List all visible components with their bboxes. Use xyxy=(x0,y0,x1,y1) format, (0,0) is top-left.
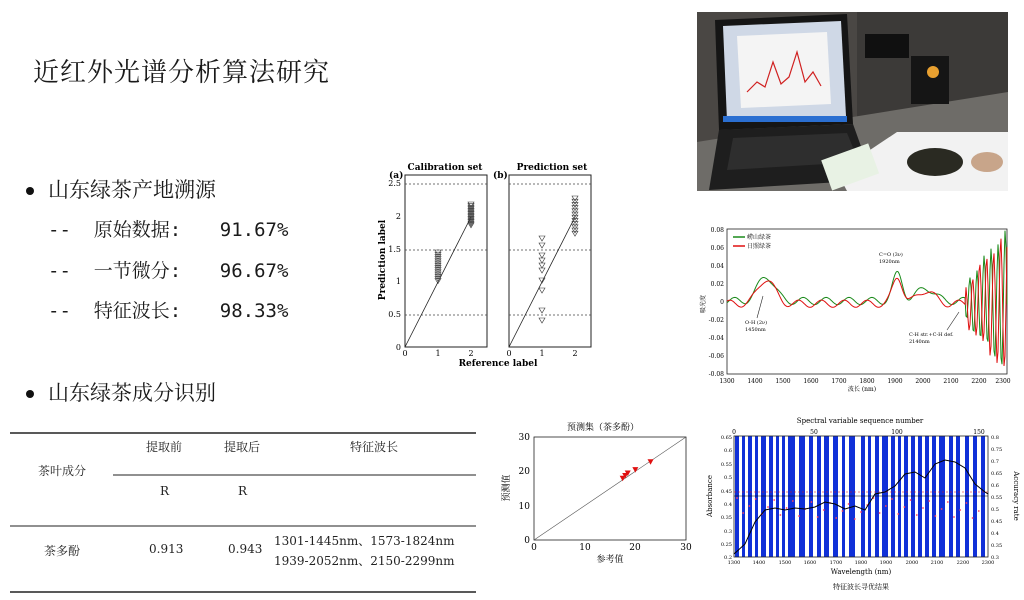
selected-band xyxy=(898,436,901,557)
triangle-marker xyxy=(539,318,545,323)
triangle-marker xyxy=(539,308,545,313)
xtick: 1500 xyxy=(775,378,791,385)
accuracy-point xyxy=(755,498,757,500)
prediction-point xyxy=(648,459,654,465)
pred-xlabel: 参考值 xyxy=(596,555,624,565)
selected-band xyxy=(868,436,871,557)
xtick: 2200 xyxy=(956,560,970,566)
prediction-figure xyxy=(497,416,697,566)
accuracy-point xyxy=(928,500,930,502)
col-wavelength: 特征波长 xyxy=(350,440,399,454)
xtick: 0 xyxy=(506,349,512,358)
accuracy-point xyxy=(842,510,844,512)
ytick: 0.06 xyxy=(710,245,724,252)
accuracy-point xyxy=(972,517,974,519)
ytick: 0.3 xyxy=(991,555,999,561)
item-prefix: -- xyxy=(48,300,71,322)
sel-top-ticks xyxy=(732,429,985,436)
spec-yticks xyxy=(709,227,725,378)
selected-band xyxy=(824,436,829,557)
ytick: 0.25 xyxy=(720,542,732,548)
ytick: 0 xyxy=(395,343,401,352)
section2-heading-text: 山东绿茶成分识别 xyxy=(48,381,216,405)
accuracy-point xyxy=(835,517,837,519)
item-label: 特征波长: xyxy=(93,300,182,322)
xtick: 2100 xyxy=(930,560,944,566)
ytick: 2.5 xyxy=(388,179,401,188)
row-before: 0.913 xyxy=(149,542,184,556)
ytick: 0.55 xyxy=(720,462,732,468)
selected-band xyxy=(911,436,915,557)
annotation-ch-wl: 2140nm xyxy=(909,339,930,345)
item-prefix: -- xyxy=(48,260,71,282)
item-label: 原始数据: xyxy=(93,219,182,241)
row-wavelength-2: 1939-2052nm、2150-2299nm xyxy=(274,554,455,568)
item-value: 91.67% xyxy=(219,219,289,241)
selected-band xyxy=(755,436,758,557)
accuracy-point xyxy=(854,518,856,520)
spectrum-plot xyxy=(697,224,1017,392)
ytick: 30 xyxy=(518,433,530,443)
ytick: 0.5 xyxy=(388,310,401,319)
item-prefix: -- xyxy=(48,219,71,241)
ytick: 0.2 xyxy=(724,555,732,561)
accuracy-point xyxy=(879,512,881,514)
slide-title: 近红外光谱分析算法研究 xyxy=(33,58,331,88)
accuracy-point xyxy=(848,503,850,505)
ytick: 0.65 xyxy=(991,471,1003,477)
accuracy-point xyxy=(860,511,862,513)
xtick: 1300 xyxy=(719,378,735,385)
section1-heading xyxy=(26,174,216,204)
selected-band xyxy=(769,436,773,557)
accuracy-point xyxy=(959,509,961,511)
accuracy-point xyxy=(953,516,955,518)
col-component: 茶叶成分 xyxy=(38,464,87,478)
xtick: 2100 xyxy=(943,378,959,385)
selected-band xyxy=(799,436,805,557)
col-after: 提取后 xyxy=(224,440,261,454)
ytick: 0.45 xyxy=(991,519,1003,525)
accuracy-point xyxy=(749,505,751,507)
triangle-marker xyxy=(539,243,545,248)
triangle-marker xyxy=(539,236,545,241)
bullet-icon xyxy=(26,187,34,195)
xtick: 2300 xyxy=(981,560,995,566)
selected-band xyxy=(861,436,865,557)
xtick: 2 xyxy=(468,349,474,358)
panel-a-tag: (a) xyxy=(389,171,404,181)
xtick: 1900 xyxy=(879,560,893,566)
instrument-photo xyxy=(697,12,1008,191)
xtick: 1400 xyxy=(747,378,763,385)
xtick: 0 xyxy=(531,543,537,553)
item-label: 一节微分: xyxy=(93,260,182,282)
xtick: 2000 xyxy=(915,378,931,385)
accuracy-point xyxy=(916,514,918,516)
xtick: 1800 xyxy=(854,560,868,566)
triangle-marker xyxy=(572,231,578,236)
bullet-icon xyxy=(26,390,34,398)
ttick: 100 xyxy=(891,429,903,436)
sub-after: R xyxy=(238,484,248,498)
selected-band xyxy=(904,436,908,557)
triangle-marker xyxy=(539,258,545,263)
xtick: 1700 xyxy=(829,560,843,566)
selected-band xyxy=(761,436,766,557)
accuracy-point xyxy=(786,507,788,509)
ytick: 0.55 xyxy=(991,495,1003,501)
sel-top-label: Spectral variable sequence number xyxy=(796,417,924,425)
calibration-markers xyxy=(435,196,578,323)
accuracy-point xyxy=(897,513,899,515)
result-item-raw xyxy=(48,215,288,242)
selected-band xyxy=(965,436,969,557)
accuracy-point xyxy=(780,514,782,516)
ytick: -0.08 xyxy=(708,371,724,378)
triangle-marker xyxy=(539,288,545,293)
sel-ylabel-left: Absorbance xyxy=(706,475,714,517)
selected-band xyxy=(833,436,838,557)
xtick: 1300 xyxy=(727,560,741,566)
spectrum-figure xyxy=(697,224,1017,392)
selected-band xyxy=(949,436,953,557)
sel-xlabel: Wavelength (nm) xyxy=(830,568,892,576)
selected-band xyxy=(956,436,960,557)
table-rules xyxy=(10,432,476,594)
legend-laoshan: 崂山绿茶 xyxy=(747,234,772,241)
ytick: -0.02 xyxy=(708,317,724,324)
annotation-oh: O-H (2ν) xyxy=(745,320,768,326)
xtick: 2300 xyxy=(995,378,1011,385)
ytick: 0.6 xyxy=(991,483,999,489)
selected-band xyxy=(973,436,977,557)
annotation-ch: C-H str.+C-H def. xyxy=(909,332,954,338)
annotation-oh-wl: 1450nm xyxy=(745,327,766,333)
photo-illustration xyxy=(697,12,1008,191)
accuracy-point xyxy=(947,501,949,503)
accuracy-point xyxy=(736,497,738,499)
accuracy-point xyxy=(885,505,887,507)
ytick: 0.5 xyxy=(724,475,732,481)
selected-band xyxy=(782,436,785,557)
accuracy-point xyxy=(767,506,769,508)
selected-band xyxy=(842,436,845,557)
accuracy-point xyxy=(941,508,943,510)
y-axis-label: Prediction label xyxy=(378,219,388,301)
selection-figure xyxy=(705,414,1020,596)
col-before: 提取前 xyxy=(146,440,183,454)
xtick: 30 xyxy=(680,543,692,553)
result-item-derivative xyxy=(48,256,288,283)
accuracy-point xyxy=(798,515,800,517)
ttick: 150 xyxy=(973,429,985,436)
ytick: 10 xyxy=(518,502,530,512)
sel-ylabel-right: Accuracy rate xyxy=(1012,471,1020,521)
ytick: 0.5 xyxy=(991,507,999,513)
spec-xticks xyxy=(719,378,1010,385)
xtick: 0 xyxy=(402,349,408,358)
accuracy-point xyxy=(823,509,825,511)
row-component: 茶多酚 xyxy=(44,544,81,558)
selected-band xyxy=(932,436,936,557)
spec-xlabel: 波长 (nm) xyxy=(847,386,877,392)
accuracy-point xyxy=(922,507,924,509)
x-axis-label: Reference label xyxy=(458,359,538,369)
result-item-feature xyxy=(48,296,288,323)
xtick: 1600 xyxy=(803,560,817,566)
item-value: 96.67% xyxy=(219,260,289,282)
annotation-co-wl: 1920nm xyxy=(879,259,900,265)
title-a: Calibration set xyxy=(407,163,483,173)
annotation-co: C=O (3ν) xyxy=(879,252,903,258)
accuracy-point xyxy=(891,498,893,500)
selected-bands xyxy=(735,436,985,557)
ytick: 0.75 xyxy=(991,447,1003,453)
selected-band xyxy=(735,436,739,557)
row-wavelength-1: 1301-1445nm、1573-1824nm xyxy=(274,534,455,548)
accuracy-point xyxy=(817,516,819,518)
selected-band xyxy=(981,436,985,557)
section1-heading-text: 山东绿茶产地溯源 xyxy=(48,178,216,202)
triangle-marker xyxy=(539,268,545,273)
triangle-marker xyxy=(539,263,545,268)
xtick: 1 xyxy=(539,349,545,358)
section2-heading xyxy=(26,377,216,407)
accuracy-point xyxy=(966,502,968,504)
xtick: 2 xyxy=(572,349,578,358)
triangle-marker xyxy=(539,253,545,258)
xtick: 1900 xyxy=(887,378,903,385)
ttick: 0 xyxy=(732,429,736,436)
selected-band xyxy=(817,436,821,557)
accuracy-point xyxy=(978,510,980,512)
component-table xyxy=(10,432,476,598)
xtick: 2200 xyxy=(971,378,987,385)
selected-band xyxy=(788,436,795,557)
xtick: 20 xyxy=(629,543,641,553)
accuracy-point xyxy=(742,512,744,514)
spec-ylabel: 吸光度 xyxy=(700,294,707,314)
ytick: 20 xyxy=(518,467,530,477)
ytick: 0.4 xyxy=(724,502,732,508)
xtick: 1400 xyxy=(752,560,766,566)
sel-xticks xyxy=(728,560,995,566)
selected-band xyxy=(875,436,879,557)
sel-yticks-right xyxy=(991,435,1002,561)
calibration-plot xyxy=(375,160,600,372)
xtick: 2000 xyxy=(905,560,919,566)
ytick: 2 xyxy=(395,212,401,221)
selected-band xyxy=(809,436,813,557)
ytick: 0.35 xyxy=(720,515,732,521)
selected-band xyxy=(882,436,888,557)
selected-band xyxy=(742,436,745,557)
item-value: 98.33% xyxy=(219,300,289,322)
ytick: 0.8 xyxy=(991,435,999,441)
ytick: 0.65 xyxy=(720,435,732,441)
ytick: 0 xyxy=(524,536,530,546)
row-after: 0.943 xyxy=(228,542,263,556)
sel-caption: 特征波长寻优结果 xyxy=(833,583,889,591)
accuracy-point xyxy=(935,515,937,517)
xtick: 1600 xyxy=(803,378,819,385)
accuracy-point xyxy=(792,500,794,502)
legend-rizhao: 日照绿茶 xyxy=(747,243,772,250)
pred-ylabel: 预测值 xyxy=(502,474,512,502)
ttick: 50 xyxy=(810,429,818,436)
xtick: 1500 xyxy=(778,560,792,566)
accuracy-point xyxy=(910,499,912,501)
ytick: 0.35 xyxy=(991,543,1003,549)
ytick: 0.04 xyxy=(710,263,724,270)
sel-yticks-left xyxy=(721,435,732,561)
accuracy-point xyxy=(811,501,813,503)
title-b: Prediction set xyxy=(516,163,588,173)
accuracy-point xyxy=(904,506,906,508)
ytick: 0.02 xyxy=(710,281,724,288)
ytick: -0.06 xyxy=(708,353,724,360)
selection-plot xyxy=(705,414,1020,596)
ytick: 0 xyxy=(720,299,724,306)
selected-band xyxy=(918,436,922,557)
calibration-figure xyxy=(375,160,600,372)
selected-band xyxy=(939,436,945,557)
ytick: 0.45 xyxy=(720,489,732,495)
selected-band xyxy=(849,436,855,557)
xtick: 1800 xyxy=(859,378,875,385)
ytick: 0.4 xyxy=(991,531,999,537)
xtick: 1 xyxy=(435,349,441,358)
panel-b-tag: (b) xyxy=(493,171,508,181)
xtick: 10 xyxy=(579,543,591,553)
ytick: 1.5 xyxy=(388,245,401,254)
ytick: 0.08 xyxy=(710,227,724,234)
selected-band xyxy=(891,436,895,557)
ytick: -0.04 xyxy=(708,335,724,342)
accuracy-point xyxy=(773,499,775,501)
ytick: 0.7 xyxy=(991,459,999,465)
ytick: 1 xyxy=(395,277,401,286)
prediction-plot xyxy=(497,416,697,566)
xtick: 1700 xyxy=(831,378,847,385)
ytick: 0.6 xyxy=(724,448,732,454)
selected-band xyxy=(776,436,779,557)
sub-before: R xyxy=(160,484,170,498)
ytick: 0.3 xyxy=(724,529,732,535)
pred-title: 预测集（茶多酚） xyxy=(566,423,640,433)
selected-band xyxy=(748,436,752,557)
spectrum-line-rizhao xyxy=(727,239,1007,366)
selected-band xyxy=(925,436,929,557)
